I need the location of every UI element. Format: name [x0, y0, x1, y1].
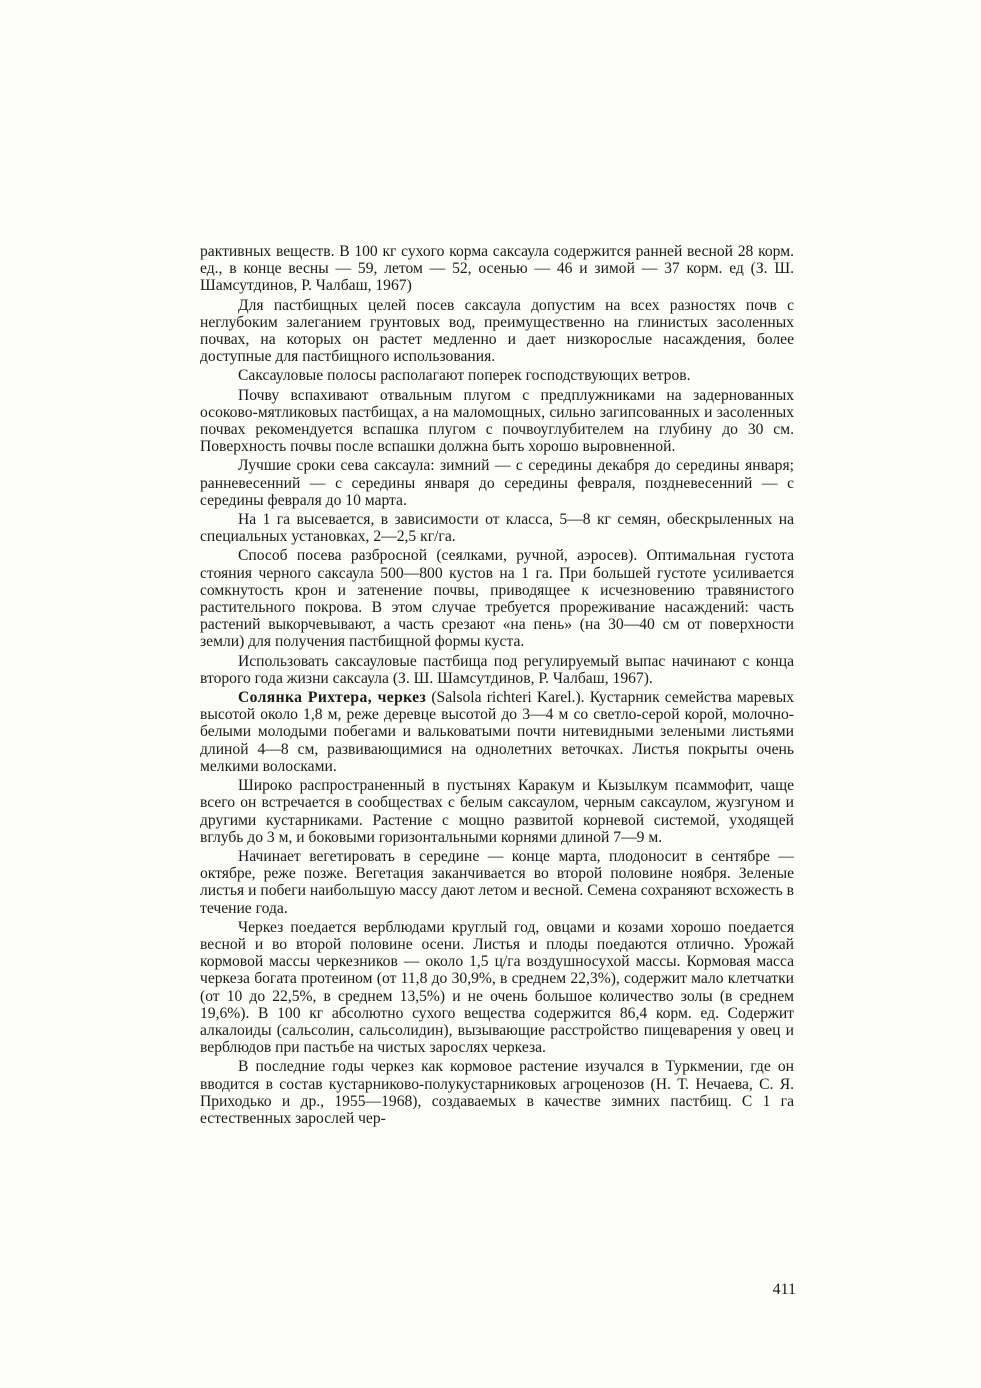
page-number: 411 [772, 1281, 796, 1298]
paragraph-text: Черкез поедается верблюдами круглый год, овцами и козами хорошо поедается весной и во второй половине осени. Листья и плоды поедаются отлично. Урожай кормовой массы черкезников — около 1,5 ц/га воздушносухой массы. Кормовая масса черкеза богата протеином (от 11,8 до 30,9%, в среднем 22,3%), содержит мало клетчатки (от 10 до 22,5%, в среднем 13,5%) и не очень большое количество золы (в среднем 19,6%). В 100 кг абсолютно сухого вещества содержится 86,4 корм. ед. Содержит алкалоиды (сальсолин, сальсолидин), вызывающие расстройство пищеварения у овец и верблюдов при пастьбе на чистых зарослях черкеза. [200, 918, 794, 1057]
paragraph [200, 457, 794, 509]
paragraph-text: Использовать саксауловые пастбища под регулируемый выпас начинают с конца второго года жизни саксаула (З. Ш. Шамсутдинов, Р. Чалбаш, 1967). [200, 652, 794, 687]
paragraph-text: Для пастбищных целей посев саксаула допустим на всех разностях почв с неглубоким залеганием грунтовых вод, преимущественно на глинистых засоленных почвах, на которых он растет медленно и дает низкорослые насаждения, более доступные для пастбищного использования. [200, 296, 794, 366]
paragraph [200, 547, 794, 650]
paragraph [200, 919, 794, 1057]
paragraph [200, 653, 794, 687]
paragraph-text: рактивных веществ. В 100 кг сухого корма саксаула содержится ранней весной 28 корм. ед., в конце весны — 59, летом — 52, осенью — 46 и зимой — 37 корм. ед (З. Ш. Шамсутдинов, Р. Чалбаш, 1967) [200, 243, 794, 295]
paragraph-text: Почву вспахивают отвальным плугом с предплужниками на задернованных осоково-мятликовых пастбищах, а на маломощных, сильно загипсованных и засоленных почвах рекомендуется вспашка плугом с почвоуглубителем на глубину до 30 см. Поверхность почвы после вспашки должна быть хорошо выровненной. [200, 386, 794, 456]
paragraph-text: Способ посева разбросной (сеялками, ручной, аэросев). Оптимальная густота стояния черного саксаула 500—800 кустов на 1 га. При большей густоте усиливается сомкнутость крон и затенение почвы, приводящее к исчезновению травянистого растительного покрова. В этом случае требуется прореживание насаждений: часть растений выкорчевывают, а часть срезают «на пень» (на 30—40 см от поверхности земли) для получения пастбищной формы куста. [200, 547, 794, 651]
paragraph-text: (Salsola richteri Karel.). Кустарник семейства маревых высотой около 1,8 м, реже деревце высотой до 3—4 м со светло-серой корой, молочно-белыми молодыми побегами и вальковатыми почти нитевидными зелеными листьями длиной 4—8 см, развивающимися на однолетних веточках. Листья покрыты очень мелкими волосками. [200, 689, 794, 775]
paragraph [200, 511, 794, 545]
paragraph [200, 1058, 794, 1127]
paragraph [200, 387, 794, 456]
paragraph-text: В последние годы черкез как кормовое растение изучался в Туркмении, где он вводится в состав кустарниково-полукустарниковых агроценозов (Н. Т. Нечаева, С. Я. Приходько и др., 1955—1968), создаваемых в качестве зимних пастбищ. С 1 га естественных зарослей чер- [200, 1058, 794, 1127]
paragraph-text: На 1 га высевается, в зависимости от класса, 5—8 кг семян, обескрыленных на специальных установках, 2—2,5 кг/га. [200, 511, 794, 546]
paragraph-species-entry [200, 689, 794, 775]
body-text [200, 243, 794, 1127]
paragraph [200, 367, 794, 384]
paragraph-text: Саксауловые полосы располагают поперек господствующих ветров. [238, 367, 691, 385]
paragraph-text: Широко распространенный в пустынях Каракум и Кызылкум псаммофит, чаще всего он встречается в сообществах с белым саксаулом, черным саксаулом, жузгуном и другими кустарниками. Растение с мощно развитой корневой системой, уходящей вглубь до 3 м, и боковыми горизонтальными корнями длиной 7—9 м. [200, 777, 794, 846]
paragraph [200, 848, 794, 917]
species-heading: Солянка Рихтера, черкез [238, 689, 427, 707]
paragraph-continuation [200, 243, 794, 295]
paragraph-text: Лучшие сроки сева саксаула: зимний — с середины декабря до середины января; ранневесенний — с середины января до середины февраля, поздневесенний — с середины февраля до 10 марта. [200, 457, 794, 509]
paragraph [200, 297, 794, 366]
paragraph-text: Начинает вегетировать в середине — конце марта, плодоносит в сентябре — октябре, реже позже. Вегетация заканчивается во второй половине ноября. Зеленые листья и побеги наибольшую массу дают летом и весной. Семена сохраняют всхожесть в течение года. [200, 847, 794, 917]
paragraph [200, 777, 794, 846]
